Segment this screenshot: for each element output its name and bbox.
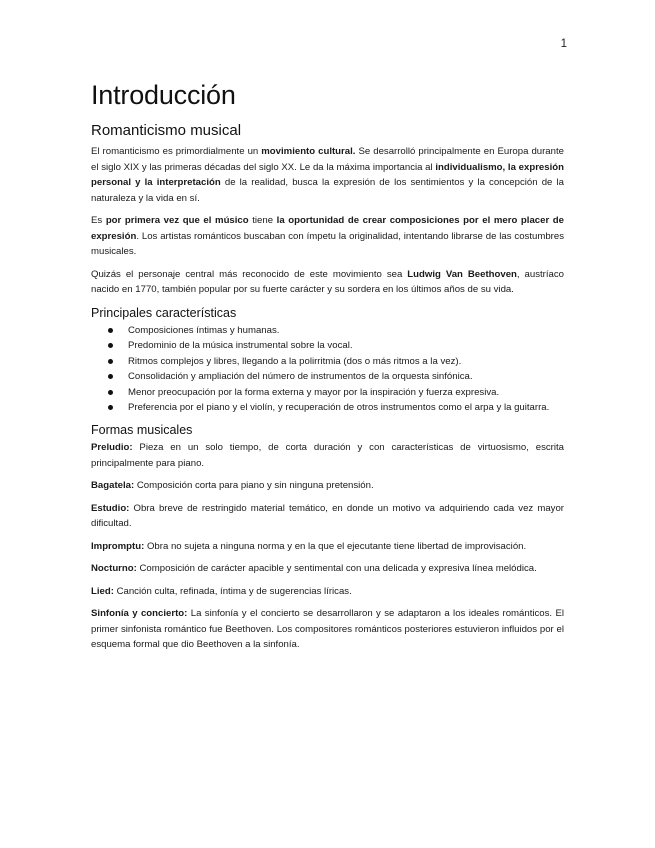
form-description: Canción culta, refinada, íntima y de sugerencias líricas. [113,585,352,597]
section-characteristics [91,305,564,417]
form-entry-impromptu [91,539,564,555]
body-text: , austríaco nacido en 1770, también popular por su fuerte carácter y su sordera en los últimos años de su vida. [91,268,565,295]
section-romanticism [91,122,564,298]
form-entry-bagatela [91,478,564,494]
body-text: tiene [248,215,277,226]
body-text: Es [91,215,106,226]
section-heading-characteristics: Principales características [91,305,237,320]
section-heading-romanticism: Romanticismo musical [91,122,242,139]
emphasis-text: movimiento cultural. [261,146,356,157]
form-entry-estudio [91,501,564,532]
body-text: de la realidad, busca la expresión de los sentimientos y la concepción de la naturaleza y la vida en sí. [91,177,564,204]
form-description: Pieza en un solo tiempo, de corta duración y con características de virtuosismo, escrita principalmente para piano. [91,442,564,469]
page-content [91,78,564,660]
section-forms [91,422,564,653]
paragraph-definition [91,144,564,206]
form-term: Sinfonía y concierto: [91,608,188,620]
paragraph-beethoven [91,267,564,298]
section-heading-forms: Formas musicales [91,423,193,438]
form-entry-lied [91,584,564,600]
form-description: Obra no sujeta a ninguna norma y en la que el ejecutante tiene libertad de improvisación. [144,540,527,552]
body-text: . Los artistas románticos buscaban con ímpetu la originalidad, intentando librarse de las costumbres musicales. [91,230,564,257]
form-entry-preludio [91,440,564,471]
paragraph-expression [91,213,564,260]
list-item: Predominio de la música instrumental sobre la vocal. [128,338,564,354]
list-item: Consolidación y ampliación del número de instrumentos de la orquesta sinfónica. [128,369,564,385]
list-item: Preferencia por el piano y el violín, y recuperación de otros instrumentos como el arpa y la guitarra. [128,400,564,416]
emphasis-text: por primera vez que el músico [105,215,249,226]
form-description: Composición corta para piano y sin ninguna pretensión. [134,480,374,492]
page-number: 1 [560,38,567,50]
emphasis-text: la oportunidad de crear composiciones por el mero placer de expresión [91,215,564,242]
list-item: Ritmos complejos y libres, llegando a la polirritmia (dos o más ritmos a la vez). [128,354,564,370]
form-term: Lied: [91,585,114,597]
emphasis-text: Ludwig Van Beethoven [407,268,517,280]
characteristics-list [91,323,564,417]
body-text: Se desarrolló principalmente en Europa durante el siglo XIX y las primeras décadas del siglo XX. Le da la máxima importancia al [91,146,564,173]
emphasis-text: individualismo, la expresión personal y la interpretación [91,161,564,188]
form-entry-sinfonia [91,606,564,653]
body-text: Quizás el personaje central más reconocido de este movimiento sea [91,268,408,280]
form-term: Impromptu: [91,540,145,552]
form-description: Obra breve de restringido material temático, en donde un motivo va adquiriendo cada vez mayor dificultad. [91,502,564,530]
form-term: Estudio: [91,502,130,514]
form-entry-nocturno [91,561,564,577]
list-item: Composiciones íntimas y humanas. [128,323,564,339]
form-term: Bagatela: [91,480,135,492]
list-item: Menor preocupación por la forma externa y mayor por la inspiración y fuerza expresiva. [128,385,564,401]
form-term: Preludio: [91,442,133,454]
body-text: El romanticismo es primordialmente un [91,146,262,157]
form-description: Composición de carácter apacible y sentimental con una delicada y expresiva línea melódica. [136,563,537,575]
form-description: La sinfonía y el concierto se desarrollaron y se adaptaron a los ideales románticos. El primer sinfonista romántico fue Beethoven. Los compositores románticos posteriores estuvieron influidos por el esquema formal que dio Beethoven a la sinfonía. [91,608,565,651]
page-title: Introducción [91,80,236,110]
form-term: Nocturno: [91,563,137,575]
